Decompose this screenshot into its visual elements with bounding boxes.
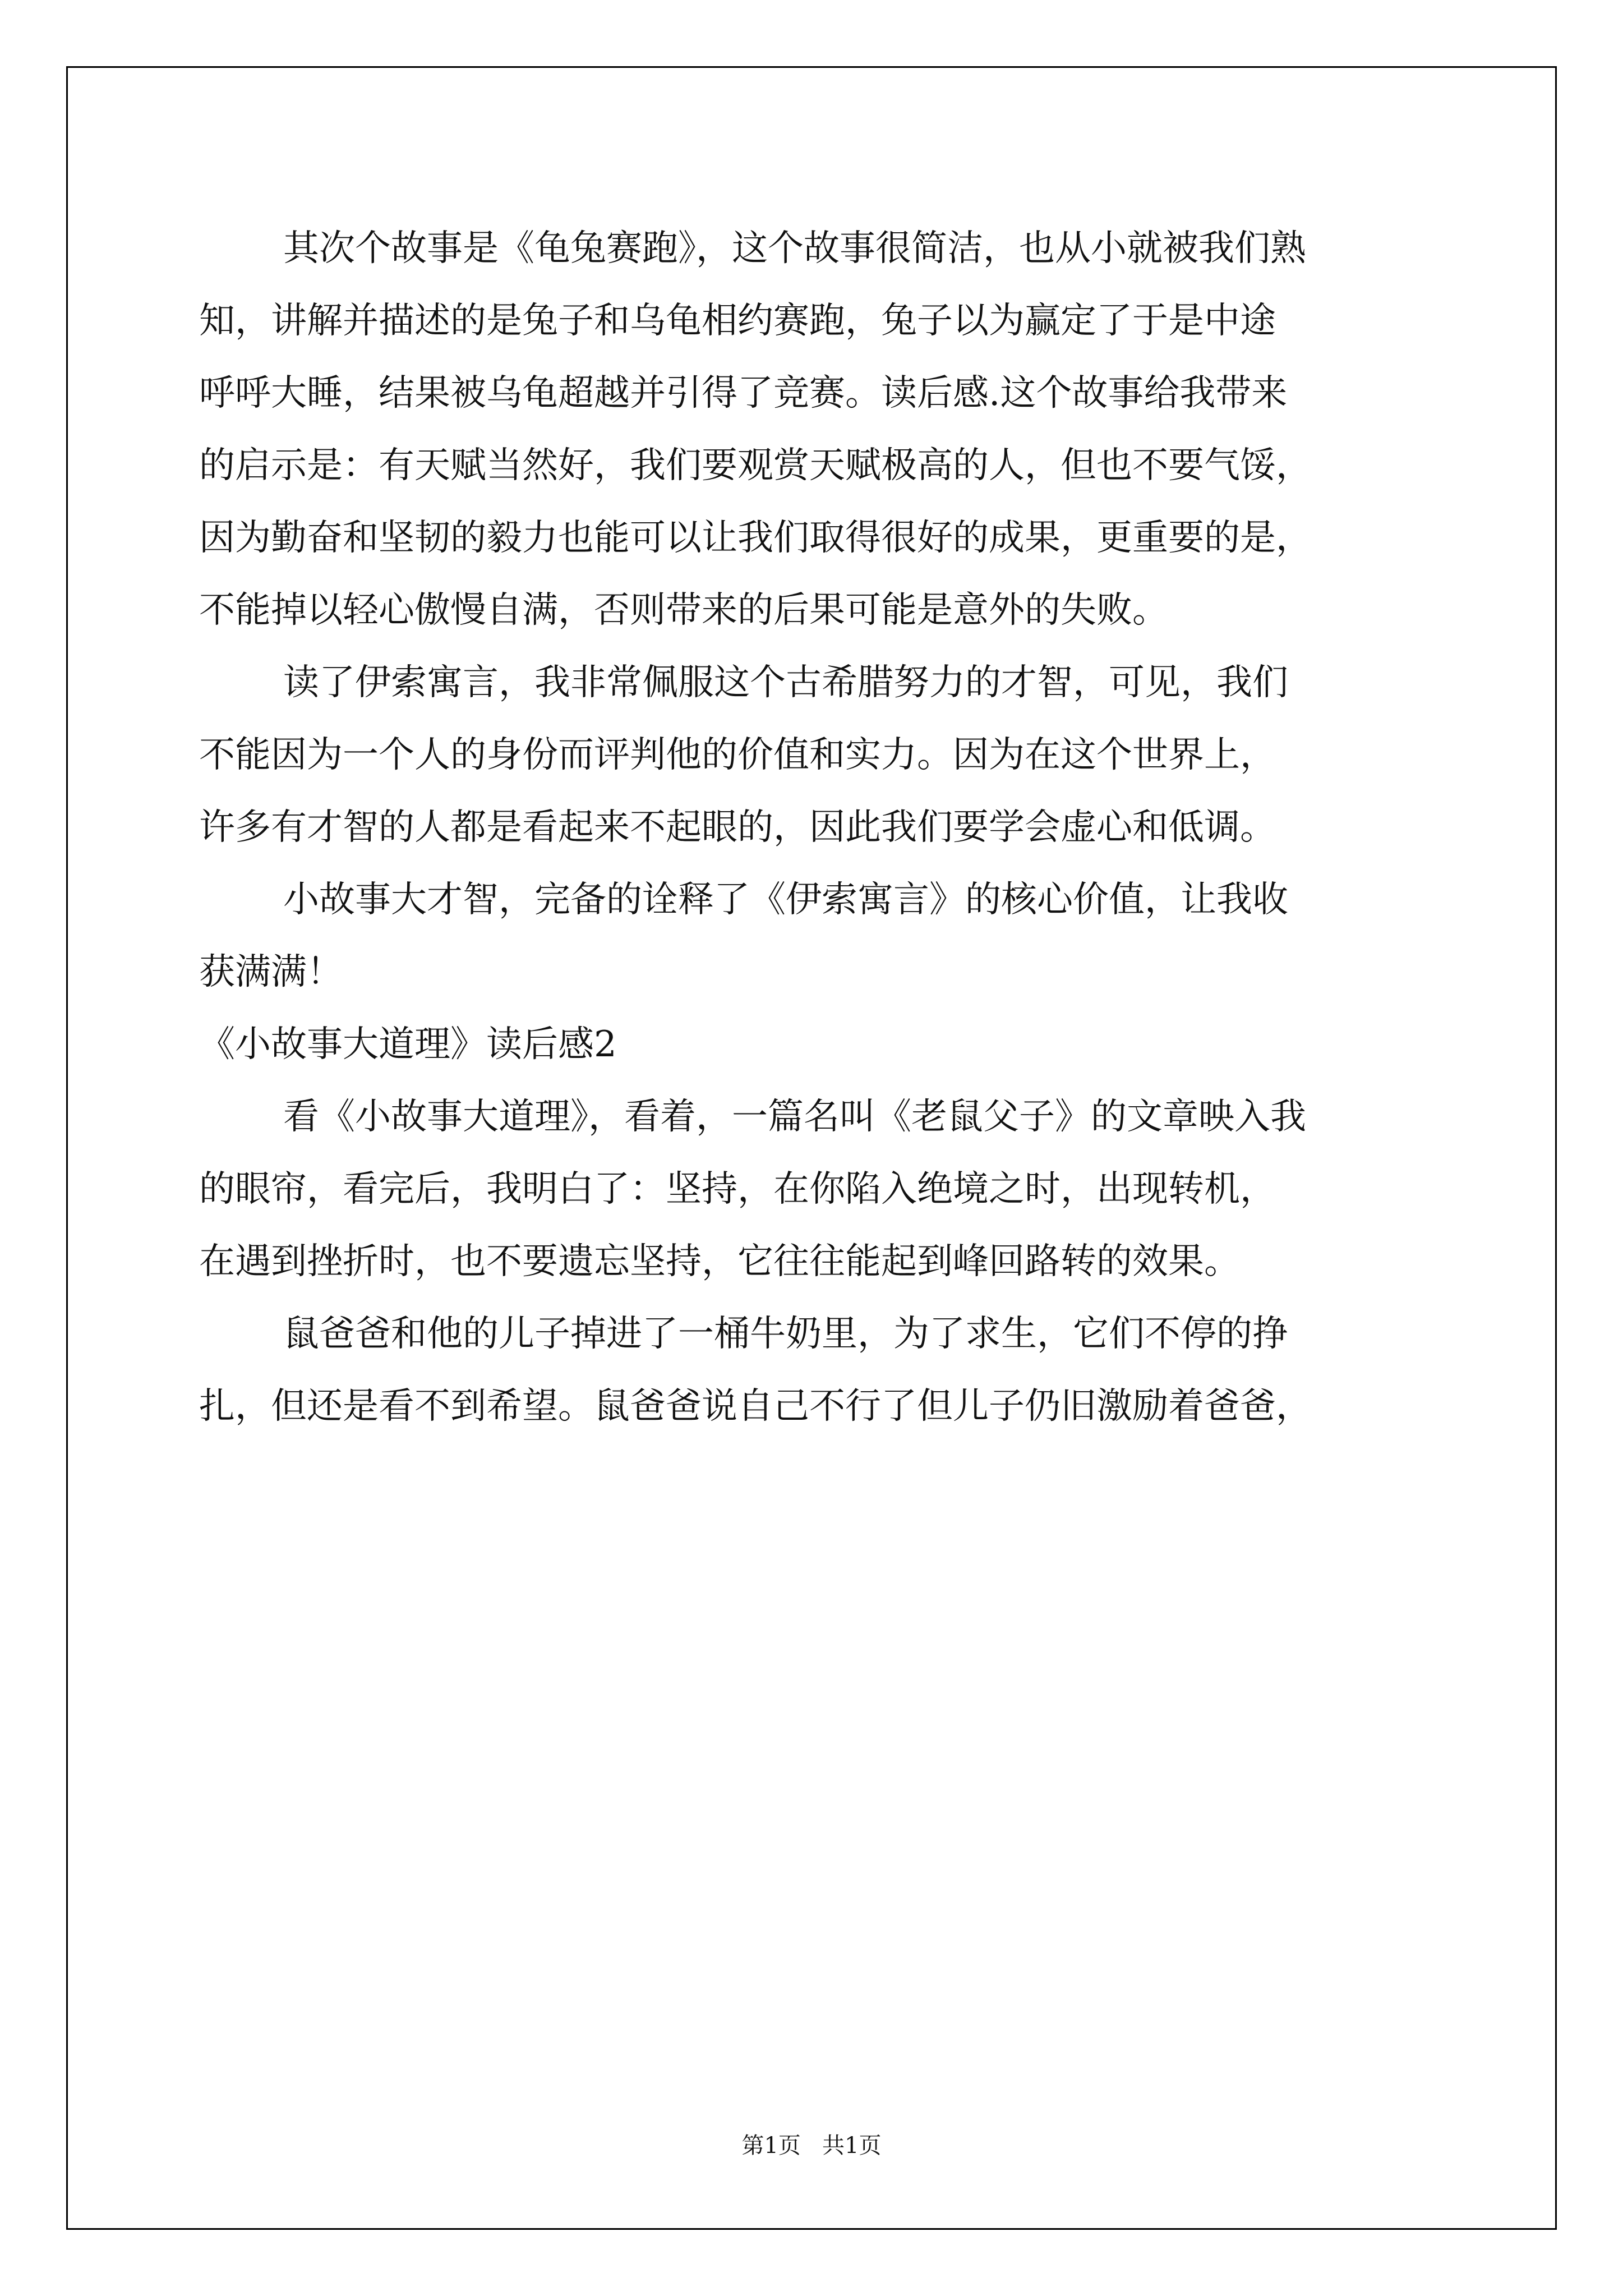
paragraph-line: 不能因为一个人的身份而评判他的价值和实力。因为在这个世界上， <box>199 734 1276 776</box>
paragraph-line: 扎，但还是看不到希望。鼠爸爸说自己不行了但儿子仍旧激励着爸爸， <box>199 1386 1312 1427</box>
paragraph-line: 的启示是：有天赋当然好，我们要观赏天赋极高的人，但也不要气馁， <box>199 445 1312 486</box>
paragraph-line: 的眼帘，看完后，我明白了：坚持，在你陷入绝境之时，出现转机， <box>199 1168 1276 1210</box>
paragraph-line: 其次个故事是《龟兔赛跑》，这个故事很简洁，也从小就被我们熟 <box>283 228 1306 269</box>
paragraph-line: 读了伊索寓言，我非常佩服这个古希腊努力的才智，可见，我们 <box>283 662 1288 703</box>
paragraph-line: 鼠爸爸和他的儿子掉进了一桶牛奶里，为了求生，它们不停的挣 <box>283 1313 1288 1355</box>
paragraph-line: 许多有才智的人都是看起来不起眼的，因此我们要学会虚心和低调。 <box>199 807 1276 848</box>
paragraph-line: 获满满！ <box>199 951 343 993</box>
page-footer: 第1页 共1页 <box>741 2133 882 2159</box>
paragraph-line: 在遇到挫折时，也不要遗忘坚持，它往往能起到峰回路转的效果。 <box>199 1241 1240 1282</box>
paragraph-line: 不能掉以轻心傲慢自满，否则带来的后果可能是意外的失败。 <box>199 590 1168 631</box>
paragraph-line: 因为勤奋和坚韧的毅力也能可以让我们取得很好的成果，更重要的是， <box>199 517 1312 559</box>
paragraph-line: 看《小故事大道理》，看着，一篇名叫《老鼠父子》的文章映入我 <box>283 1096 1306 1138</box>
paragraph-line: 呼呼大睡，结果被乌龟超越并引得了竞赛。读后感.这个故事给我带来 <box>199 372 1288 414</box>
section-title: 《小故事大道理》读后感2 <box>199 1024 617 1065</box>
paragraph-line: 小故事大才智，完备的诠释了《伊索寓言》的核心价值，让我收 <box>283 879 1288 921</box>
paragraph-line: 知，讲解并描述的是兔子和乌龟相约赛跑，兔子以为赢定了于是中途 <box>199 300 1276 342</box>
